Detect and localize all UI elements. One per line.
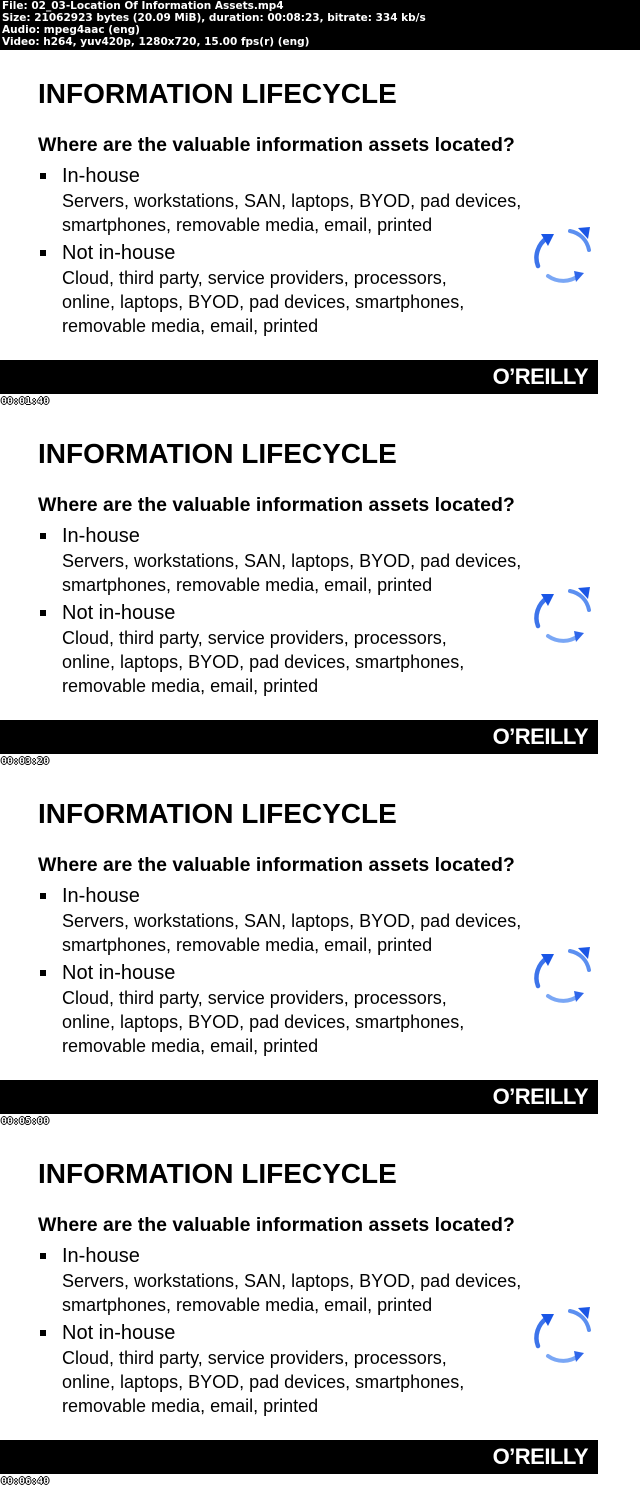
bullet-square-icon <box>40 250 46 256</box>
bullet-body <box>62 266 464 338</box>
oreilly-logo: O’REILLY <box>492 1084 588 1109</box>
bullet-heading: In-house <box>62 885 140 907</box>
slide-question: Where are the valuable information assets located? <box>38 854 515 876</box>
bullet-heading: Not in-house <box>62 242 176 264</box>
file-info-video: Video: h264, yuv420p, 1280x720, 15.00 fps(r) (eng) <box>2 36 310 48</box>
slide-question: Where are the valuable information assets located? <box>38 134 515 156</box>
bullet-line: Cloud, third party, service providers, processors, <box>62 1348 447 1368</box>
slide-title: INFORMATION LIFECYCLE <box>38 798 397 829</box>
slide-title: INFORMATION LIFECYCLE <box>38 438 397 469</box>
bullet-line: smartphones, removable media, email, printed <box>62 1295 433 1315</box>
bullet-line: removable media, email, printed <box>62 1396 319 1416</box>
bullet-body <box>62 1346 464 1418</box>
refresh-cycle-arrows-icon <box>530 582 596 648</box>
file-info-header <box>0 0 640 50</box>
bullet-heading: Not in-house <box>62 602 176 624</box>
thumbnail-frames <box>0 50 640 1490</box>
frame-timestamp: 00:05:00 <box>1 1116 50 1127</box>
bullet-line: removable media, email, printed <box>62 316 319 336</box>
bullet-square-icon <box>40 610 46 616</box>
bullet-body <box>62 549 521 597</box>
frame-timestamp: 00:03:20 <box>1 756 50 767</box>
bullet-line: smartphones, removable media, email, printed <box>62 215 433 235</box>
bullet-line: removable media, email, printed <box>62 1036 319 1056</box>
bullet-heading: In-house <box>62 1245 140 1267</box>
bullet-line: Servers, workstations, SAN, laptops, BYOD, pad devices, <box>62 1271 522 1291</box>
bullet-square-icon <box>40 893 46 899</box>
oreilly-logo: O’REILLY <box>492 364 588 389</box>
video-frame-3 <box>0 770 640 1130</box>
bullet-square-icon <box>40 1330 46 1336</box>
bullet-square-icon <box>40 970 46 976</box>
bullet-line: Servers, workstations, SAN, laptops, BYOD, pad devices, <box>62 551 522 571</box>
bullet-heading: Not in-house <box>62 962 176 984</box>
file-info-audio: Audio: mpeg4aac (eng) <box>2 24 140 36</box>
bullet-heading: Not in-house <box>62 1322 176 1344</box>
bullet-line: online, laptops, BYOD, pad devices, smartphones, <box>62 1372 465 1392</box>
bullet-line: smartphones, removable media, email, printed <box>62 935 433 955</box>
slide-title: INFORMATION LIFECYCLE <box>38 78 397 109</box>
bullet-heading: In-house <box>62 525 140 547</box>
bullet-line: Servers, workstations, SAN, laptops, BYOD, pad devices, <box>62 911 522 931</box>
file-info-size: Size: 21062923 bytes (20.09 MiB), duration: 00:08:23, bitrate: 334 kb/s <box>2 12 426 24</box>
bullet-square-icon <box>40 173 46 179</box>
slide-question: Where are the valuable information assets located? <box>38 494 515 516</box>
video-frame-1 <box>0 50 640 410</box>
frame-timestamp: 00:06:40 <box>1 1476 50 1487</box>
bullet-line: online, laptops, BYOD, pad devices, smartphones, <box>62 292 465 312</box>
bullet-body <box>62 626 464 698</box>
refresh-cycle-arrows-icon <box>530 942 596 1008</box>
bullet-square-icon <box>40 1253 46 1259</box>
bullet-line: online, laptops, BYOD, pad devices, smartphones, <box>62 1012 465 1032</box>
oreilly-logo: O’REILLY <box>492 1444 588 1469</box>
refresh-cycle-arrows-icon <box>530 222 596 288</box>
slide-title: INFORMATION LIFECYCLE <box>38 1158 397 1189</box>
bullet-line: Servers, workstations, SAN, laptops, BYOD, pad devices, <box>62 191 522 211</box>
footer-bar <box>0 360 598 394</box>
frame-timestamp: 00:01:40 <box>1 396 50 407</box>
video-frame-2 <box>0 410 640 770</box>
bullet-line: removable media, email, printed <box>62 676 319 696</box>
refresh-cycle-arrows-icon <box>530 1302 596 1368</box>
bullet-line: online, laptops, BYOD, pad devices, smartphones, <box>62 652 465 672</box>
bullet-line: Cloud, third party, service providers, processors, <box>62 268 447 288</box>
file-info-name: File: 02_03-Location Of Information Assets.mp4 <box>2 0 284 12</box>
slide-question: Where are the valuable information assets located? <box>38 1214 515 1236</box>
footer-bar <box>0 720 598 754</box>
bullet-body <box>62 189 521 237</box>
oreilly-logo: O’REILLY <box>492 724 588 749</box>
bullet-square-icon <box>40 533 46 539</box>
video-frame-4 <box>0 1130 640 1490</box>
bullet-line: Cloud, third party, service providers, processors, <box>62 628 447 648</box>
bullet-body <box>62 909 521 957</box>
footer-bar <box>0 1440 598 1474</box>
bullet-body <box>62 1269 521 1317</box>
bullet-body <box>62 986 464 1058</box>
bullet-heading: In-house <box>62 165 140 187</box>
footer-bar <box>0 1080 598 1114</box>
bullet-line: smartphones, removable media, email, printed <box>62 575 433 595</box>
bullet-line: Cloud, third party, service providers, processors, <box>62 988 447 1008</box>
